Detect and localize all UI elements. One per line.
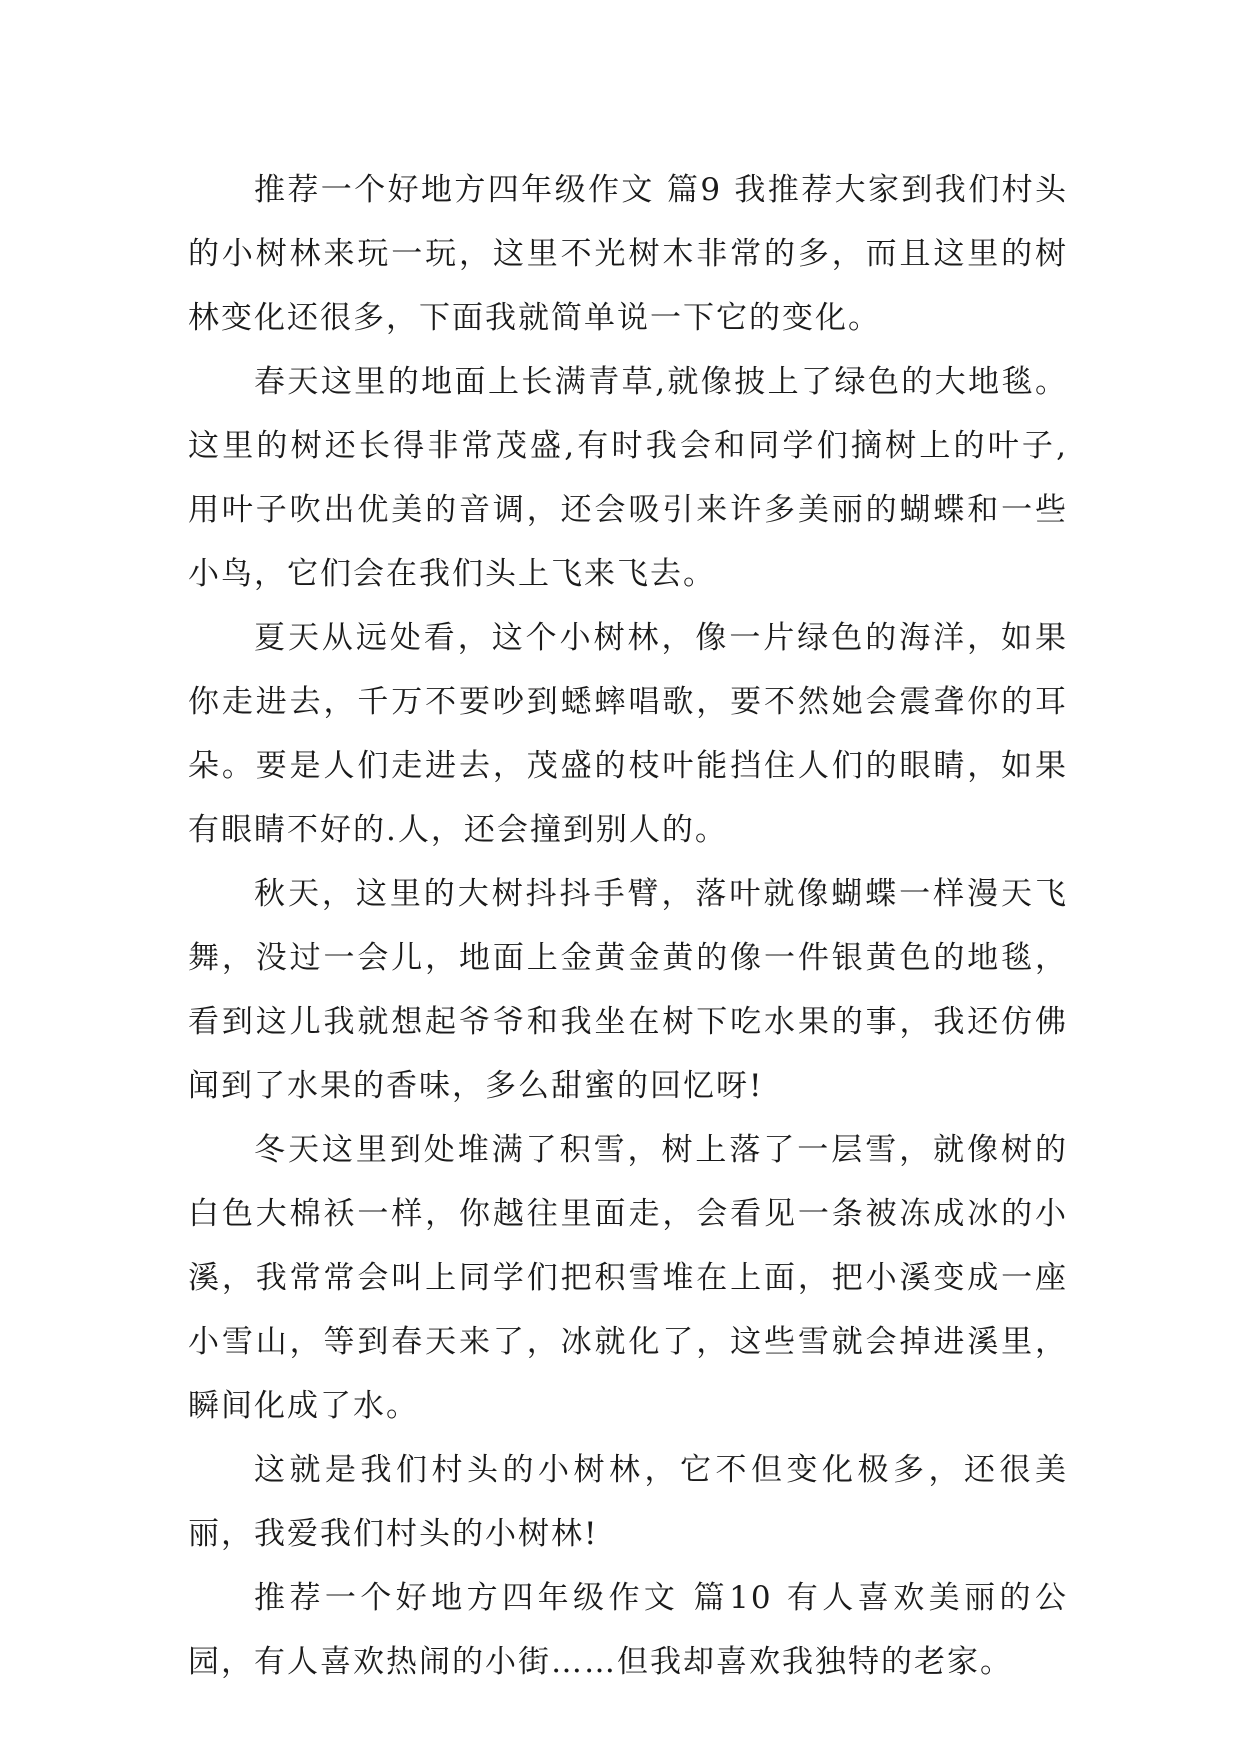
paragraph-winter: 冬天这里到处堆满了积雪，树上落了一层雪，就像树的白色大棉袄一样，你越往里面走，会看见一条被冻成冰的小溪，我常常会叫上同学们把积雪堆在上面，把小溪变成一座小雪山，等到春天来了，冰就化了，这些雪就会掉进溪里，瞬间化成了水。 [188, 1132, 1068, 1424]
paragraph-intro-essay-9: 推荐一个好地方四年级作文 篇9 我推荐大家到我们村头的小树林来玩一玩，这里不光树木非常的多，而且这里的树林变化还很多，下面我就简单说一下它的变化。 [188, 172, 1068, 336]
paragraph-autumn: 秋天，这里的大树抖抖手臂，落叶就像蝴蝶一样漫天飞舞，没过一会儿，地面上金黄金黄的像一件银黄色的地毯，看到这儿我就想起爷爷和我坐在树下吃水果的事，我还仿佛闻到了水果的香味，多么甜蜜的回忆呀! [188, 876, 1068, 1104]
essay-body [188, 158, 1068, 1694]
paragraph-summer: 夏天从远处看，这个小树林，像一片绿色的海洋，如果你走进去，千万不要吵到蟋蟀唱歌，要不然她会震聋你的耳朵。要是人们走进去，茂盛的枝叶能挡住人们的眼睛，如果有眼睛不好的.人，还会撞到别人的。 [188, 620, 1068, 848]
paragraph-spring: 春天这里的地面上长满青草,就像披上了绿色的大地毯。这里的树还长得非常茂盛,有时我会和同学们摘树上的叶子,用叶子吹出优美的音调，还会吸引来许多美丽的蝴蝶和一些小鸟，它们会在我们头上飞来飞去。 [188, 364, 1068, 592]
paragraph-conclusion: 这就是我们村头的小树林，它不但变化极多，还很美丽，我爱我们村头的小树林! [188, 1452, 1068, 1552]
paragraph-intro-essay-10: 推荐一个好地方四年级作文 篇10 有人喜欢美丽的公园，有人喜欢热闹的小街……但我却喜欢我独特的老家。 [188, 1580, 1068, 1680]
